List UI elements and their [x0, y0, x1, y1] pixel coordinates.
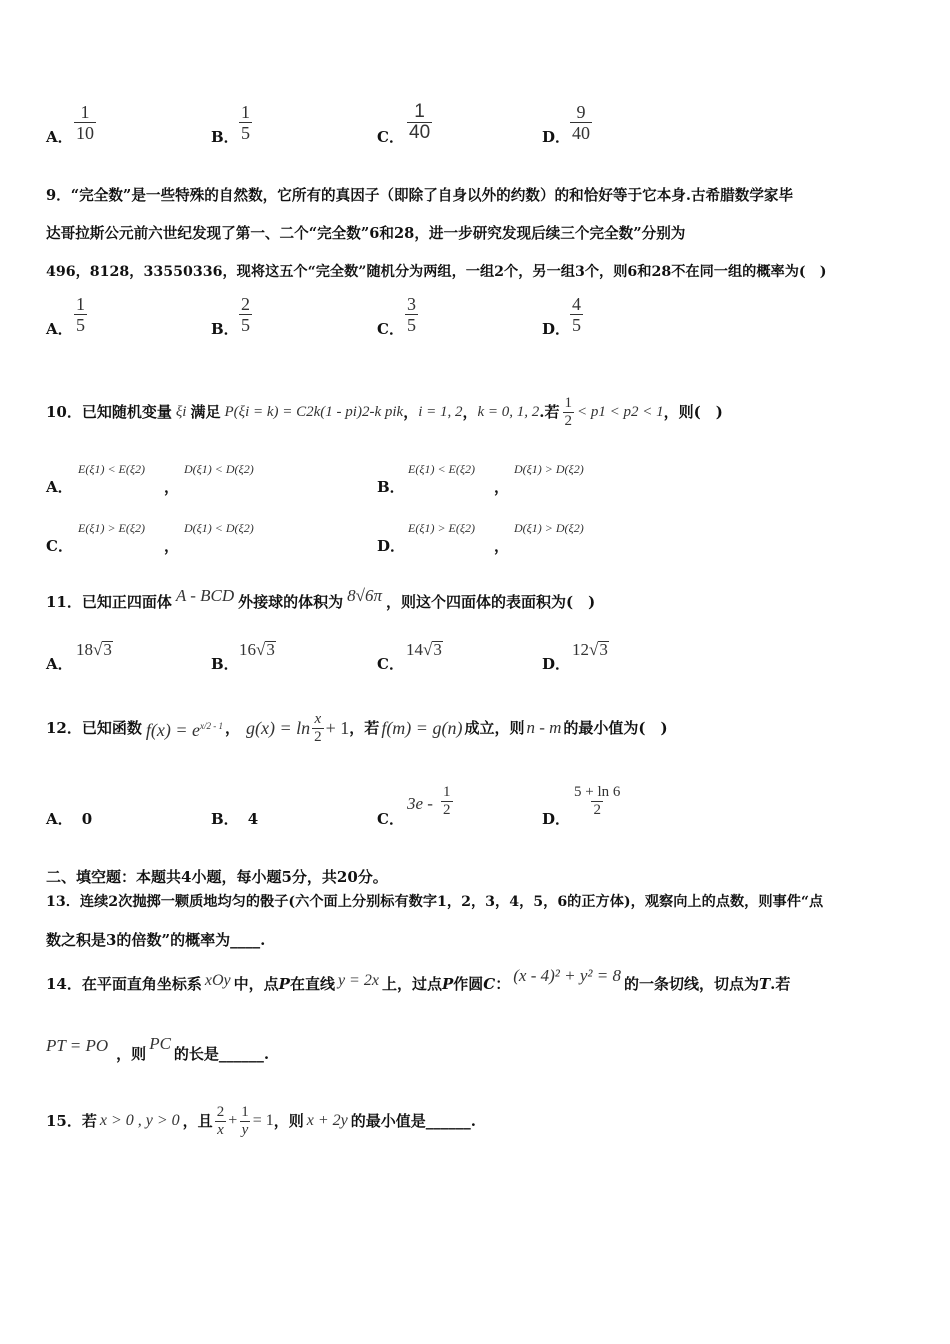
q14-stem-2: PT = PO ，则 PC 的长是______. — [46, 1034, 270, 1063]
segment-pc: PC — [149, 1034, 171, 1053]
target-expression: x + 2y — [306, 1112, 348, 1129]
option-letter: B． — [211, 128, 239, 146]
q12-option-a[interactable] — [46, 808, 92, 829]
point-t: T — [758, 975, 771, 993]
option-letter: A． — [46, 810, 73, 828]
area-value: 16√3 — [239, 640, 275, 659]
fraction: $\frac{3}{5}$ — [407, 294, 416, 335]
expectation-relation: E(ξ1) > E(ξ2) — [408, 521, 476, 535]
q10-option-b[interactable] — [377, 462, 697, 498]
x-over-2: $\frac{x}{2}$ — [314, 710, 322, 745]
q10-option-a[interactable] — [46, 462, 366, 498]
q11-option-d[interactable] — [542, 640, 682, 672]
option-letter: D． — [377, 537, 406, 555]
positivity-condition: x > 0 , y > 0 — [99, 1112, 180, 1129]
option-letter: C． — [377, 810, 404, 828]
separator: ， — [494, 478, 510, 496]
tangent-condition: PT = PO — [46, 1036, 109, 1055]
separator: ， — [164, 478, 180, 496]
half-fraction: $\frac{1}{2}$ — [564, 394, 573, 429]
separator: ， — [164, 537, 180, 555]
area-value: 18√3 — [76, 640, 112, 659]
q8-options — [46, 102, 746, 152]
area-value: 14√3 — [406, 640, 442, 659]
point-p: P — [278, 975, 290, 993]
q9-options — [46, 294, 746, 344]
xi-symbol: ξi — [175, 404, 187, 420]
prob-formula: P(ξi = k) = C2k(1 - pi)2-k pik — [224, 404, 404, 420]
option-letter: D． — [542, 810, 571, 828]
option-letter: D． — [542, 320, 571, 338]
expectation-relation: E(ξ1) < E(ξ2) — [78, 462, 146, 476]
g-definition: g(x) = ln — [246, 718, 311, 738]
fraction: $\frac{5 + \ln 6}{2}$ — [574, 784, 621, 818]
q10-stem: 10．已知随机变量 ξi 满足 P(ξi = k) = C2k(1 - pi)2-k pik ， i = 1, 2 ， k = 0, 1, 2 .若 $\frac{1}{2}$ < p1 < p2 < 1 ，则( ) — [46, 394, 723, 429]
q9-line-1: 9．“完全数”是一些特殊的自然数，它所有的真因子（即除了自身以外的约数）的和恰好等于它本身.古希腊数学家毕 — [46, 187, 794, 204]
separator: ， — [494, 537, 510, 555]
option-letter: B． — [377, 478, 405, 496]
section-heading: 二、填空题：本题共4小题，每小题5分，共20分。 — [46, 868, 388, 886]
coordinate-system: xOy — [204, 972, 231, 989]
fraction: $\frac{4}{5}$ — [572, 294, 581, 335]
q10-option-c[interactable] — [46, 521, 366, 557]
q12-option-c[interactable] — [377, 782, 527, 828]
option-letter: A． — [46, 128, 73, 146]
q13-line-2: 数之积是3的倍数”的概率为____. — [46, 931, 266, 949]
q14-stem: 14．在平面直角坐标系 xOy 中，点 P 在直线 y = 2x 上，过点 P 作圆 C ： (x - 4)² + y² = 8 的一条切线，切点为 T .若 — [46, 966, 791, 993]
q12-stem: 12．已知函数 $f(x) = e^{x/2 - 1}$ ， g(x) = ln $\frac{x}{2}$ + 1 ，若 f(m) = g(n) 成立，则 n - m 的最小值为( ) — [46, 710, 668, 745]
target-expression: n - m — [526, 718, 562, 737]
variance-relation: D(ξ1) > D(ξ2) — [514, 521, 584, 535]
q11-option-c[interactable] — [377, 640, 517, 672]
fraction-2-over-x: $\frac{2}{x}$ — [216, 1103, 225, 1138]
f-definition: $f(x) = e^{x/2 - 1}$ — [145, 720, 223, 740]
q9-line-3: 496，8128，33550336，现将这五个“完全数”随机分为两组，一组2个，另一组3个，则6和28不在同一组的概率为( ) — [46, 264, 827, 280]
point-p: P — [441, 975, 454, 993]
option-letter: C． — [46, 537, 73, 555]
fraction: $\frac{1}{5}$ — [241, 102, 250, 143]
q13-line-1: 13．连续2次抛掷一颗质地均匀的骰子(六个面上分别标有数字1，2，3，4，5，6的正方体)，观察向上的点数，则事件“点 — [46, 894, 824, 910]
option-value: 3e - — [407, 794, 433, 813]
q10-option-d[interactable] — [377, 521, 697, 557]
option-letter: B． — [211, 810, 239, 828]
q12-option-b[interactable] — [211, 808, 258, 829]
circle-c: C — [483, 975, 496, 993]
variance-relation: D(ξ1) < D(ξ2) — [184, 462, 254, 476]
line-equation: y = 2x — [337, 972, 379, 989]
option-value: 4 — [247, 810, 259, 828]
q11-option-b[interactable] — [211, 640, 351, 672]
variance-relation: D(ξ1) > D(ξ2) — [514, 462, 584, 476]
tetrahedron-label: A - BCD — [175, 586, 235, 605]
option-letter: A． — [46, 478, 73, 496]
option-letter: A． — [46, 655, 73, 673]
sphere-volume: 8√6π — [347, 586, 382, 605]
option-letter: D． — [542, 128, 571, 146]
option-letter: B． — [211, 320, 239, 338]
fraction: $\frac{1}{40}$ — [409, 101, 431, 143]
area-value: 12√3 — [572, 640, 608, 659]
fraction: $\frac{9}{40}$ — [572, 102, 590, 143]
q11-option-a[interactable] — [46, 640, 186, 672]
i-range: i = 1, 2 — [418, 404, 463, 420]
k-range: k = 0, 1, 2 — [477, 404, 540, 420]
option-value: 0 — [81, 810, 93, 828]
fraction-1-over-y: $\frac{1}{y}$ — [241, 1103, 249, 1138]
q9-line-2: 达哥拉斯公元前六世纪发现了第一、二个“完全数”6和28，进一步研究发现后续三个完全数”分别为 — [46, 225, 686, 242]
option-letter: C． — [377, 655, 404, 673]
expectation-relation: E(ξ1) > E(ξ2) — [78, 521, 146, 535]
q15-stem: 15．若 x > 0 , y > 0 ，且 $\frac{2}{x}$ + $\frac{1}{y}$ = 1 ，则 x + 2y 的最小值是______. — [46, 1103, 476, 1138]
fraction: $\frac{1}{2}$ — [443, 784, 451, 818]
fraction: $\frac{1}{10}$ — [76, 102, 94, 143]
option-letter: B． — [211, 655, 239, 673]
q12-option-d[interactable] — [542, 782, 692, 828]
p-inequality: < p1 < p2 < 1 — [577, 404, 664, 420]
condition: f(m) = g(n) — [381, 718, 463, 738]
fraction: $\frac{2}{5}$ — [241, 294, 250, 335]
variance-relation: D(ξ1) < D(ξ2) — [184, 521, 254, 535]
option-letter: A． — [46, 320, 73, 338]
fraction: $\frac{1}{5}$ — [76, 294, 85, 335]
option-letter: D． — [542, 655, 571, 673]
circle-equation: (x - 4)² + y² = 8 — [513, 966, 621, 985]
expectation-relation: E(ξ1) < E(ξ2) — [408, 462, 476, 476]
option-letter: C． — [377, 128, 404, 146]
option-letter: C． — [377, 320, 404, 338]
q11-stem: 11．已知正四面体 A - BCD 外接球的体积为 8√6π ，则这个四面体的表面积为( ) — [46, 586, 596, 611]
